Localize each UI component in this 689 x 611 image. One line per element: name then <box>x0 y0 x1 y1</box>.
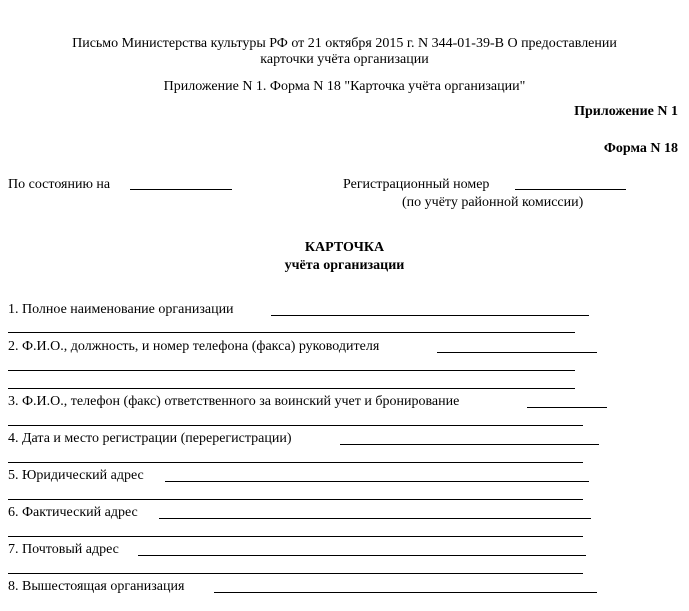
field-4-label: 4. Дата и место регистрации (перерегистрации) <box>8 431 292 446</box>
field-4-line-2[interactable] <box>8 462 583 463</box>
field-5-line[interactable] <box>165 481 589 482</box>
field-8-line[interactable] <box>214 592 597 593</box>
as-of-field[interactable] <box>130 189 232 190</box>
document-title: Письмо Министерства культуры РФ от 21 октября 2015 г. N 344-01-39-В О предоставлении <box>72 36 617 51</box>
field-2-line-2[interactable] <box>8 370 575 371</box>
document-subtitle: Приложение N 1. Форма N 18 "Карточка учёта организации" <box>163 79 526 94</box>
appendix-label: Приложение N 1 <box>574 104 678 119</box>
field-3-label: 3. Ф.И.О., телефон (факс) ответственного за воинский учет и бронирование <box>8 394 460 409</box>
form-label: Форма N 18 <box>603 141 678 156</box>
field-4-line[interactable] <box>340 444 599 445</box>
reg-number-field[interactable] <box>515 189 626 190</box>
field-8-label: 8. Вышестоящая организация <box>8 579 185 594</box>
field-5-line-2[interactable] <box>8 499 583 500</box>
as-of-label: По состоянию на <box>8 177 111 192</box>
field-2-label: 2. Ф.И.О., должность, и номер телефона (факса) руководителя <box>8 339 380 354</box>
card-subtitle: учёта организации <box>284 258 405 273</box>
field-6-line-2[interactable] <box>8 536 583 537</box>
field-7-line-2[interactable] <box>8 573 583 574</box>
field-2-line[interactable] <box>437 352 597 353</box>
document-title-continued: карточки учёта организации <box>260 52 429 67</box>
reg-number-note: (по учёту районной комиссии) <box>402 195 584 210</box>
field-5-label: 5. Юридический адрес <box>8 468 144 483</box>
field-2-line-3[interactable] <box>8 388 575 389</box>
field-3-line[interactable] <box>527 407 607 408</box>
field-1-label: 1. Полное наименование организации <box>8 302 234 317</box>
field-7-line[interactable] <box>138 555 586 556</box>
field-6-label: 6. Фактический адрес <box>8 505 138 520</box>
field-6-line[interactable] <box>159 518 591 519</box>
reg-number-label: Регистрационный номер <box>343 177 490 192</box>
card-title: КАРТОЧКА <box>304 240 385 255</box>
field-7-label: 7. Почтовый адрес <box>8 542 119 557</box>
field-1-line-2[interactable] <box>8 332 575 333</box>
field-3-line-2[interactable] <box>8 425 583 426</box>
field-1-line[interactable] <box>271 315 589 316</box>
